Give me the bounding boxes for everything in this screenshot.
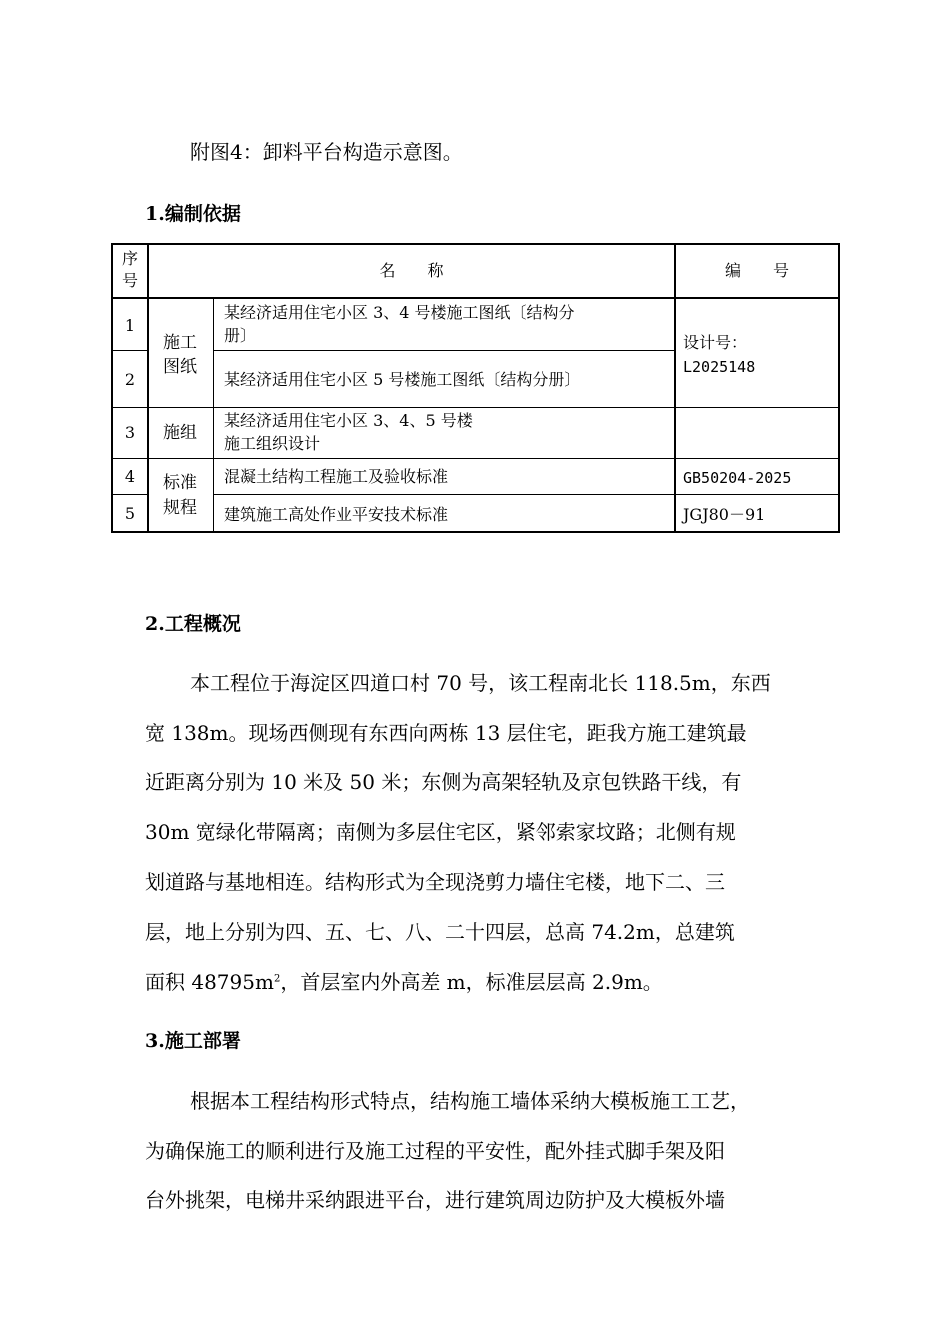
paragraph-line: 本工程位于海淀区四道口村 70 号，该工程南北长 118.5m，东西 bbox=[190, 671, 771, 695]
paragraph-line: 为确保施工的顺利进行及施工过程的平安性，配外挂式脚手架及阳 bbox=[145, 1139, 725, 1163]
row-code: GB50204-2025 bbox=[683, 469, 792, 487]
row-name-cont: 施工组织设计 bbox=[224, 434, 321, 453]
row-name: 某经济适用住宅小区 5 号楼施工图纸〔结构分册〕 bbox=[224, 370, 581, 389]
section-1-heading: 1.编制依据 bbox=[145, 203, 241, 225]
table-divider bbox=[213, 494, 840, 495]
design-code-label: 设计号： bbox=[683, 333, 748, 352]
group-drawings: 施工图纸 bbox=[163, 333, 197, 377]
table-divider bbox=[213, 350, 675, 351]
row-no: 2 bbox=[124, 370, 136, 389]
area-text-cont: ，首层室内外高差 m，标准层层高 2.9m。 bbox=[280, 970, 663, 994]
row-no: 4 bbox=[124, 467, 136, 486]
paragraph-line: 台外挑架，电梯井采纳跟进平台，进行建筑周边防护及大模板外墙 bbox=[145, 1188, 725, 1212]
row-no: 5 bbox=[124, 504, 136, 523]
paragraph-line: 30m 宽绿化带隔离；南侧为多层住宅区，紧邻索家坟路；北侧有规 bbox=[145, 820, 736, 844]
design-code-value: L2025148 bbox=[683, 358, 756, 376]
section-3-heading: 3.施工部署 bbox=[145, 1030, 241, 1052]
table-divider bbox=[213, 298, 214, 533]
figure-caption: 附图4：卸料平台构造示意图。 bbox=[190, 140, 463, 164]
group-org: 施组 bbox=[163, 423, 197, 443]
table-divider bbox=[111, 297, 840, 299]
row-no: 3 bbox=[124, 423, 136, 442]
header-name: 名 称 bbox=[379, 261, 444, 280]
area-text: 面积 48795m bbox=[145, 970, 274, 994]
paragraph-line bbox=[145, 966, 663, 995]
row-no: 1 bbox=[124, 316, 136, 335]
table-divider bbox=[111, 350, 148, 351]
table-divider bbox=[674, 243, 676, 533]
basis-table bbox=[111, 243, 840, 533]
paragraph-line: 层，地上分别为四、五、七、八、二十四层，总高 74.2m，总建筑 bbox=[145, 920, 735, 944]
section-2-heading: 2.工程概况 bbox=[145, 613, 241, 635]
header-code: 编 号 bbox=[724, 261, 789, 280]
group-standards: 标准规程 bbox=[163, 473, 197, 518]
row-code: JGJ80－91 bbox=[683, 505, 766, 524]
row-name: 混凝土结构工程施工及验收标准 bbox=[224, 467, 449, 486]
paragraph-line: 划道路与基地相连。结构形式为全现浇剪力墙住宅楼，地下二、三 bbox=[145, 870, 725, 894]
table-divider bbox=[111, 407, 840, 408]
table-divider bbox=[147, 243, 149, 533]
table-divider bbox=[111, 458, 840, 459]
row-name: 建筑施工高处作业平安技术标准 bbox=[224, 505, 449, 524]
row-name-cont: 册〕 bbox=[224, 326, 257, 345]
superscript: 2 bbox=[273, 973, 281, 985]
table-divider bbox=[111, 494, 148, 495]
header-no: 序号 bbox=[121, 249, 138, 290]
row-name: 某经济适用住宅小区 3、4 号楼施工图纸〔结构分 bbox=[224, 303, 575, 322]
paragraph-line: 近距离分别为 10 米及 50 米；东侧为高架轻轨及京包铁路干线，有 bbox=[145, 770, 742, 794]
paragraph-line: 根据本工程结构形式特点，结构施工墙体采纳大模板施工工艺， bbox=[190, 1089, 750, 1113]
row-name: 某经济适用住宅小区 3、4、5 号楼 bbox=[224, 411, 473, 430]
paragraph-line: 宽 138m。现场西侧现有东西向两栋 13 层住宅，距我方施工建筑最 bbox=[145, 721, 747, 745]
